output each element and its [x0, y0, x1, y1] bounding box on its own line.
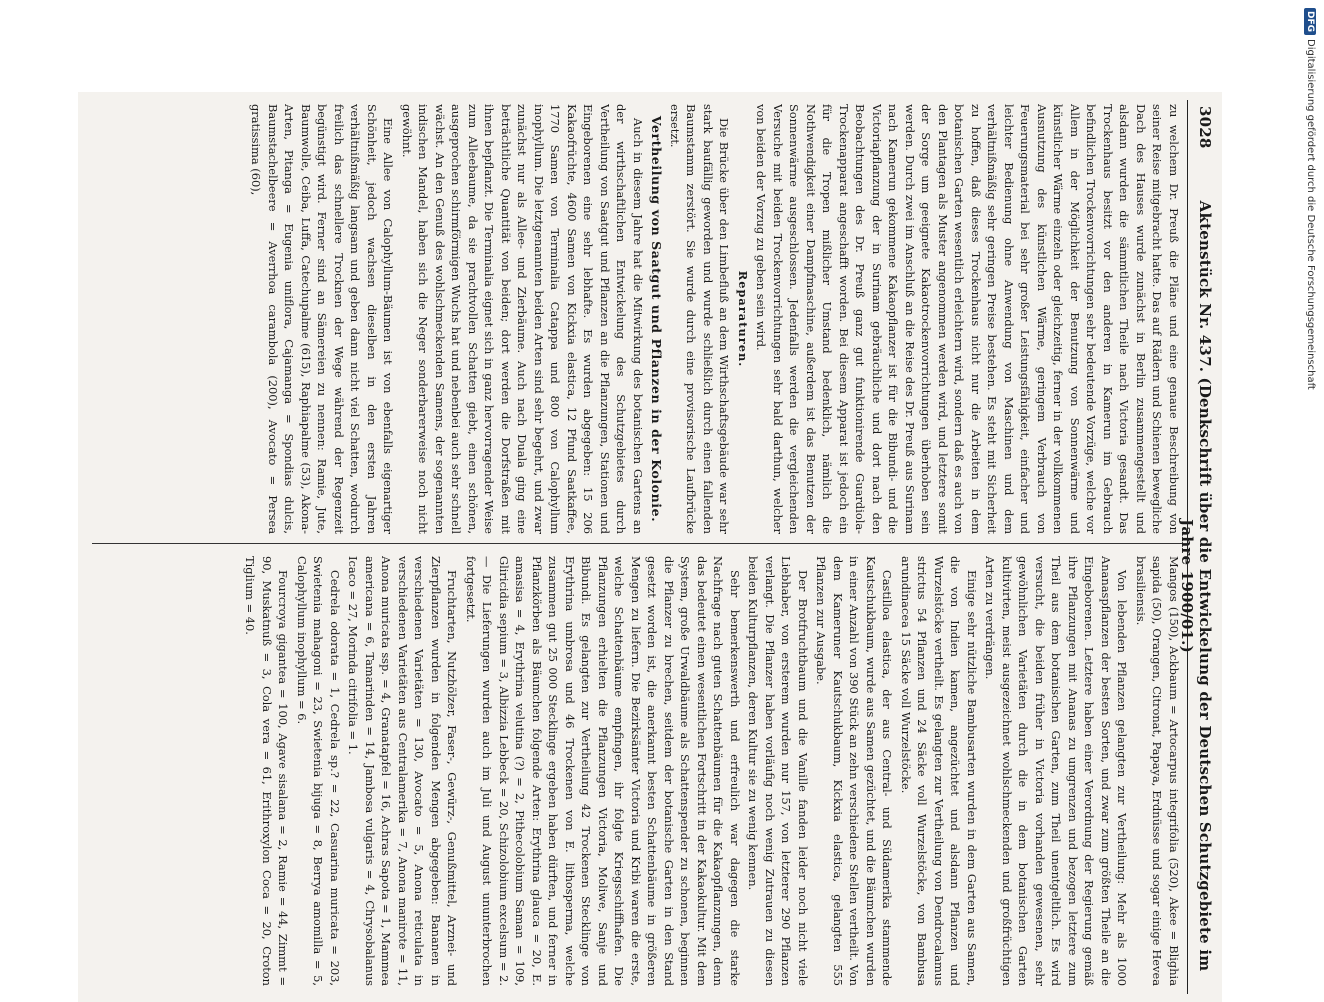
page-header: [1178, 106, 1214, 988]
left-column: [92, 104, 1182, 534]
paragraph: Auch in diesem Jahre hat die Mitwirkung des botanischen Gartens an der wirthschaftlichen Entwickelung des Schutzgebietes durch Vertheilung von Saatgut und Pflanzen an die Pflanzungen, Stationen und Eingeborenen eine sehr lebhafte. Es wurden abgegeben: 15 206 Kakaofrüchte, 4600 Samen von Kickxia elastica, 12 Pfund Saatkaffee, 1770 Samen von Terminalia Catappa und 800 von Calophyllum inophyllum. Die letztgenannten beiden Arten sind sehr begehrt, und zwar zunächst nur als Allee- und Zierbäume. Auch nach Duala ging eine beträchtliche Quantität von beiden; dort werden die Dorfstraßen mit ihnen bepflanzt. Die Terminalia eignet sich in ganz hervorragender Weise zum Alleebaume, da sie prachtvollen Schatten giebt, einen schönen, ausgeprochen schirmförmigen Wuchs hat und nebenbei auch sehr schnell wächst. An den Genuß des wohlschmeckenden Samens, der sogenannten indischen Mandel, haben sich die Neger sonderbarerweise noch nicht gewöhnt.: [400, 104, 645, 534]
paragraph: Castilloa elastica, der aus Central- und Südamerika stammende Kautschukbaum, wurde aus Samen gezüchtet, und die Bäumchen wurden in einer Anzahl von 390 Stück an zehn verschiedene Stellen vertheilt. Von dem Kameruner Kautschukbaum, Kickxia elastica, gelangten 555 Pflanzen zur Ausgabe.: [814, 556, 895, 986]
right-column: [92, 556, 1182, 986]
dfg-logo-icon: DFG: [1304, 8, 1316, 35]
scanned-page: [78, 92, 1222, 1002]
page-number: 3028: [1196, 106, 1214, 149]
paragraph: Eine Allee von Calophyllum-Bäumen ist von ebenfalls eigenartiger Schönheit, jedoch wachsen dieselben in den ersten Jahren verhältnißmäßig langsam und geben dann nicht viel Schatten, wodurch freilich das schnellere Trocknen der Wege während der Regenzeit begünstigt wird. Ferner sind an Sämereien zu nennen: Ramie, Jute, Baumwolle, Ceiba, Luffa, Catechupalme (615), Raphiapalme (53), Akona-Arten, Pitanga = Eugenia uniflora, Cajamanga = Spondias dulcis, Baumstachelbeere = Averrhoa carambola (200), Avocato = Persea gratissima (60),: [249, 104, 396, 534]
paragraph: Mangos (150), Ackbaum = Artocarpus integrifolia (520), Akee = Blighia sapida (50), Orangen, Citronat, Papaya, Erdnüsse und sogar einige Hevea brasiliensis.: [1134, 556, 1181, 986]
running-title: Aktenstück Nr. 437. (Denkschrift über die Entwickelung der Deutschen Schutzgebiete im Jahre 1900/01.): [1178, 200, 1214, 972]
paragraph: Fruchtarten, Nutzhölzer, Faser-, Gewürz-, Genußmittel, Arznei- und Zierpflanzen wurden in folgenden Mengen abgegeben: Bananen in verschiedenen Varietäten = 130, Avocato = 5, Anona reticulata in verschiedenen Varietäten aus Centralamerika = 7, Anona manirote = 11, Anona muricata ssp. = 4, Granatapfel = 16, Achras Sapota = 1, Mammea americana = 6, Tamarinden = 14, Jambosa vulgaris = 4, Chrysobalanus Icaco = 27, Morinda citrifolia = 1.: [346, 556, 460, 986]
page-content: [78, 92, 1222, 1002]
attribution-text: [1300, 8, 1320, 992]
paragraph: zu welchem Dr. Preuß die Pläne und eine genaue Beschreibung von seiner Reise mitgebracht hatte. Das auf Rädern und Schienen bewegliche Dach des Hauses wurde zunächst in Berlin zusammengestellt und alsdann wurden die sämmtlichen Theile nach Victoria gesandt. Das Trockenhaus besitzt vor den anderen in Kamerun im Gebrauch befindlichen Trockenvorrichtungen sehr bedeutende Vorzüge, welche vor Allem in der Möglichkeit der Benutzung von Sonnenwärme und künstlicher Wärme einzeln oder gleichzeitig, ferner in der vollkommenen Ausnutzung des künstlichen Wärme, geringem Verbrauch von Feuerungsmaterial bei sehr großer Leistungsfähigkeit, einfacher und leichter Bedienung ohne Anwendung von Maschinen und dem verhältnißmäßig sehr geringen Preise bestehen. Es steht mit Sicherheit zu hoffen, daß dieses Trockenhaus nicht nur die Arbeiten in dem botanischen Garten wesentlich erleichtern wird, sondern daß es auch von den Plantagen als Muster angenommen werden wird, und letztere somit der Sorge um geeignete Kakaotrockenvorrichtungen überhoben sein werden. Durch zwei im Anschluß an die Reise des Dr. Preuß aus Surinam nach Kamerun gekommene Kakaopflanzer ist für die Bibundi- und die Victoriapflanzung der in Surinam gebräuchliche und dort nach den Beobachtungen des Dr. Preuß ganz gut funktionirende Guardiola-Trockenapparat angeschafft worden. Bei diesem Apparat ist jedoch ein für die Tropen mißlicher Umstand bedenklich, nämlich die Nothwendigkeit einer Dampfmaschine, außerdem ist das Benutzen der Sonnenwärme ausgeschlossen. Jedenfalls werden die vergleichenden Versuche mit beiden Trockenvorrichtungen sehr bald darthun, welcher von beiden der Vorzug zu geben sein wird.: [754, 104, 1181, 534]
paragraph: Von lebenden Pflanzen gelangten zur Vertheilung: Mehr als 1000 Ananaspflanzen der besten Sorten, und zwar zum größten Theile an die Eingeborenen. Letztere haben einer Verordnung der Regierung gemäß ihre Pflanzungen mit Ananas zu umgrenzen und bezogen letztere zum Theil aus dem botanischen Garten, zum Theil unentgeltlich. Es wird versucht, die beiden früher in Victoria vorhanden gewesenen, sehr gewöhnlichen Varietäten durch die in dem botanischen Garten kultivirten, meist ausgezeichnet wohlschmeckenden und großfrüchtigen Arten zu verdrängen.: [983, 556, 1130, 986]
section-heading-distribution: Vertheilung von Saatgut und Pflanzen in der Kolonie.: [649, 115, 665, 523]
paragraph: Einige sehr nützliche Bambusarten wurden in dem Garten aus Samen, die von Indien kamen, angezüchtet und alsdann Pflanzen und Wurzelstöcke vertheilt. Es gelangten zur Vertheilung von Dendrocalamus strictus 54 Pflanzen und 24 Säcke voll Wurzelstöcke, von Bambusa arundinacea 15 Säcke voll Wurzelstöcke.: [899, 556, 979, 986]
paragraph: Cedrela odorata = 1, Cedrela sp.? = 22, Casuarina muricata = 203, Swietenia mahagoni = 23, Swietenia bijuga = 8, Berrya amomilla = 5, Calophyllum inophyllum = 6.: [295, 556, 342, 986]
paragraph: Die Brücke über den Limbefluß an dem Wirthschaftsgebäude war sehr stark baufällig geworden und wurde schließlich durch einen fallenden Baumstamm zerstört. Sie wurde durch eine provisorische Laufbrücke ersetzt.: [668, 104, 732, 534]
paragraph: Der Brotfruchtbaum und die Vanille fanden leider noch nicht viele Liebhaber, von ersterem wurden nur 157, von letzterer 290 Pflanzen verlangt. Die Pflanzer haben vorläufig noch wenig Zutrauen zu diesen beiden Kulturpflanzen, deren Kultur sie zu wenig kennen.: [746, 556, 810, 986]
section-heading-repairs: Reparaturen.: [736, 270, 750, 368]
attribution-strip: [1300, 8, 1320, 992]
attribution-label: Digitalisierung gefördert durch die Deutsche Forschungsgemeinschaft: [1305, 39, 1316, 390]
paragraph: Fourcroya gigantea = 100, Agave sisalana = 2, Ramie = 44, Zimmt = 90, Muskatnuß = 3, Cola vera = 61, Erithroxylon Coca = 20, Croton Tiglium = 40.: [243, 556, 291, 986]
header-rule: [1187, 100, 1188, 994]
paragraph: Sehr bemerkenswerth und erfreulich war dagegen die starke Nachfrage nach guten Schattenbäumen für die Kakaopflanzungen, denn das bedeutet einen wesentlichen Fortschritt in der Kakaokultur. Mit dem System, große Urwaldbäume als Schattenspender zu schonen, beginnen die Pflanzer zu brechen, seitdem der botanische Garten in den Stand gesetzt worden ist, die anerkannt besten Schattenbäume in größeren Mengen zu liefern. Die Bezirksämter Victoria und Kribi waren die erste, welche Schattenbäume empfingen, ihr folgte Kriegsschiffhafen. Die Pflanzungen erhielten die Pflanzungen Victoria, Moliwe, Sanje und Bibundi. Es gelangten zur Vertheilung 42 Trockenen Stecklinge von Erythrina umbrosa und 46 Trockenen von E. lithosperma, welche zusammen gut 25 000 Stecklinge ergeben haben dürften, und ferner in Pflanzkörben als Bäumchen folgende Arten: Erythrina glauca = 20, E. amasisa = 4, Erythrina velutina (?) = 2, Pithecolobium Saman = 109, Gliricidia sepium = 3, Albizzia Lebbeck = 20, Schizolobium excelsum = 2. — Die Lieferungen wurden auch im Juli und August ununterbrochen fortgesetzt.: [464, 556, 742, 986]
column-divider: [92, 543, 1182, 544]
